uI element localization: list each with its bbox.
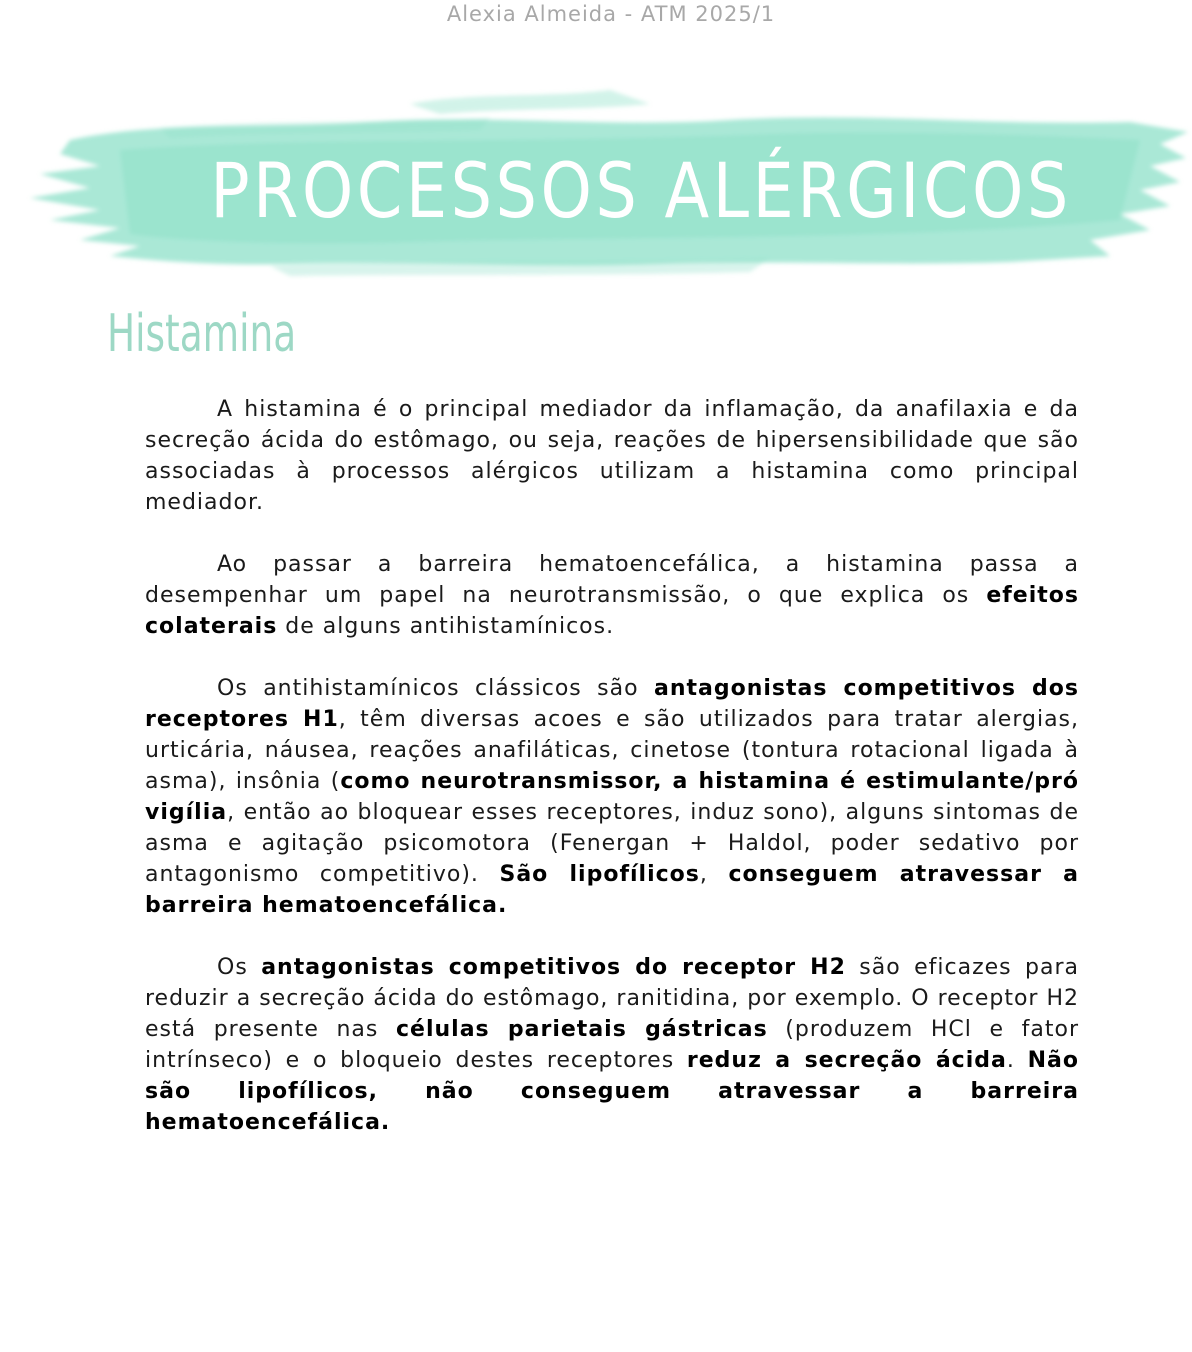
body-text: [145, 394, 1079, 1169]
paragraph: [145, 673, 1079, 921]
text-segment: , então ao bloquear esses receptores, induz sono), alguns sintomas de asma e agitação psicomotora (Fenergan + Haldol, poder sedativo por antagonismo competitivo).: [145, 800, 1079, 887]
text-segment: A histamina é o principal mediador da inflamação, da anafilaxia e da secreção ácida do estômago, ou seja, reações de hipersensibilidade que são associadas à processos alérgicos utilizam a histamina como principal mediador.: [145, 397, 1079, 515]
text-segment: Os: [217, 955, 262, 980]
title-banner: [10, 70, 1192, 280]
paragraph: [145, 952, 1079, 1138]
bold-text-segment: antagonistas competitivos dos receptores H1: [145, 676, 1079, 732]
bold-text-segment: como neurotransmissor, a histamina é estimulante/pró vigília: [145, 769, 1080, 825]
text-segment: são eficazes para reduzir a secreção ácida do estômago, ranitidina, por exemplo. O receptor H2 está presente nas: [145, 955, 1079, 1042]
section-title: Histamina: [107, 304, 297, 364]
bold-text-segment: antagonistas competitivos do receptor H2: [261, 955, 846, 980]
bold-text-segment: Não são lipofílicos, não conseguem atravessar a barreira hematoencefálica.: [145, 1048, 1079, 1135]
bold-text-segment: células parietais gástricas: [395, 1017, 768, 1042]
text-segment: .: [1006, 1048, 1028, 1073]
text-segment: ,: [699, 862, 729, 887]
author-header: Alexia Almeida - ATM 2025/1: [446, 2, 776, 26]
paragraph: [145, 549, 1079, 642]
paragraph: [145, 394, 1079, 518]
text-segment: (produzem HCl e fator intrínseco) e o bloqueio destes receptores: [145, 1017, 1080, 1073]
text-segment: Os antihistamínicos clássicos são: [217, 676, 654, 701]
page-title: PROCESSOS ALÉRGICOS: [210, 146, 1072, 235]
bold-text-segment: São lipofílicos: [499, 862, 700, 887]
text-segment: Ao passar a barreira hematoencefálica, a histamina passa a desempenhar um papel na neurotransmissão, o que explica os: [145, 552, 1079, 608]
text-segment: de alguns antihistamínicos.: [277, 614, 615, 639]
bold-text-segment: conseguem atravessar a barreira hematoencefálica.: [145, 862, 1079, 918]
bold-text-segment: efeitos colaterais: [145, 583, 1079, 639]
bold-text-segment: reduz a secreção ácida: [686, 1048, 1007, 1073]
text-segment: , têm diversas acoes e são utilizados para tratar alergias, urticária, náusea, reações anafiláticas, cinetose (tontura rotacional ligada à asma), insônia (: [145, 707, 1080, 794]
